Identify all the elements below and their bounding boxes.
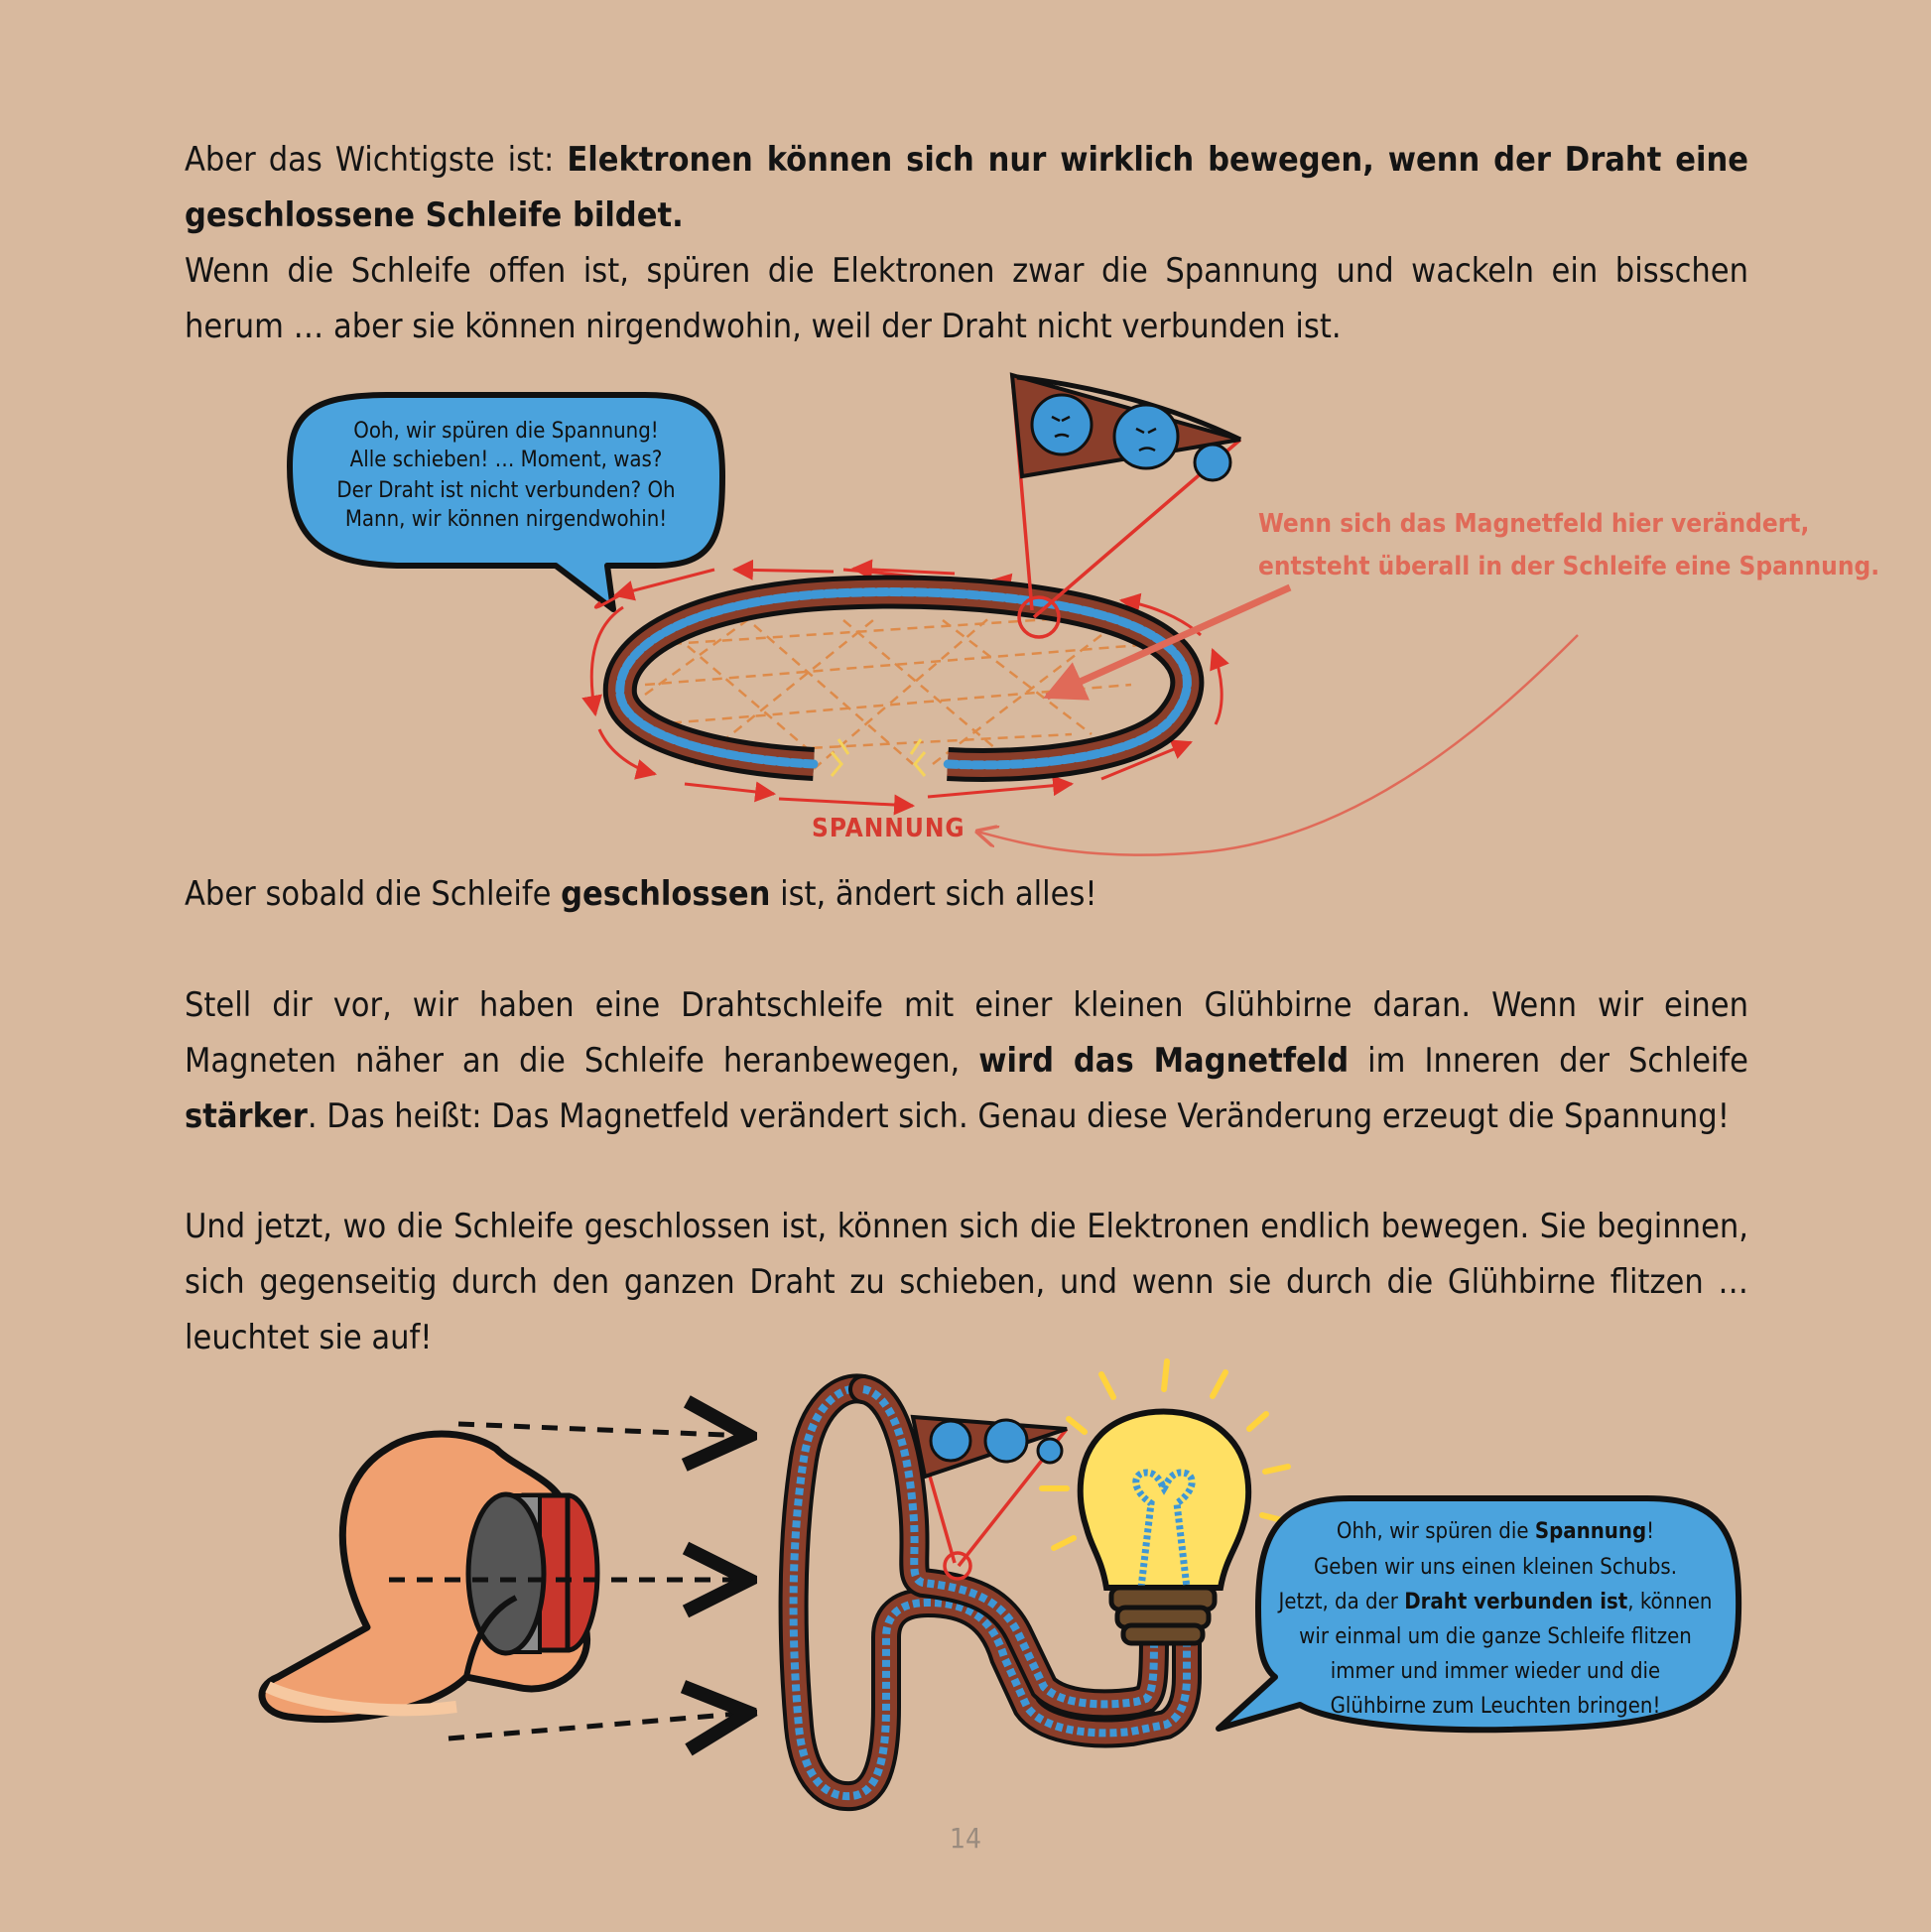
zoom-inset-electrons-closed (913, 1417, 1067, 1579)
paragraph-magnet-bold2: stärker (185, 1096, 308, 1136)
page-number: 14 (949, 1822, 982, 1855)
annotation-line-2: entsteht überall in der Schleife eine Spannung. (1258, 552, 1880, 581)
bubble-closed-line-1-pre: Ohh, wir spüren die (1336, 1519, 1535, 1544)
paragraph-magnet-part3: . Das heißt: Das Magnetfeld verändert sich. Genau diese Veränderung erzeugt die Spannung! (307, 1096, 1730, 1136)
electron-character (985, 1420, 1027, 1462)
speech-bubble-closed (1219, 1498, 1738, 1730)
bubble-closed-line-6: Glühbirne zum Leuchten bringen! (1330, 1694, 1661, 1719)
electron-character (931, 1421, 970, 1461)
paragraph-intro-bold: Elektronen können sich nur wirklich bewegen, wenn der Draht eine geschlossene Schleife bildet. (185, 140, 1748, 235)
bubble-closed-line-3-bold: Draht verbunden ist (1404, 1590, 1628, 1614)
paragraph-intro-text: Aber das Wichtigste ist: (185, 140, 568, 180)
bubble-closed-line-5: immer und immer wieder und die (1330, 1659, 1661, 1684)
bubble-line-3: Der Draht ist nicht verbunden? Oh (336, 478, 676, 503)
bubble-closed-line-1-post: ! (1646, 1519, 1655, 1544)
bubble-line-2: Alle schieben! … Moment, was? (349, 448, 663, 472)
bubble-closed-line-4: wir einmal um die ganze Schleife flitzen (1299, 1624, 1692, 1649)
bubble-closed-line-3-post: , können (1627, 1590, 1713, 1614)
paragraph-closed-after: ist, ändert sich alles! (770, 874, 1097, 914)
paragraph-closed-bold: geschlossen (561, 874, 771, 914)
paragraph-electrons-move-text: Und jetzt, wo die Schleife geschlossen ist, können sich die Elektronen endlich bewegen. Sie beginnen, sich gegenseitig durch den ganzen Draht zu schieben, und wenn sie durch die Glühbirne flitzen … leuchtet sie auf! (185, 1207, 1748, 1357)
paragraph-magnet-part2: im Inneren der Schleife (1349, 1041, 1749, 1081)
bubble-line-4: Mann, wir können nirgendwohin! (344, 507, 668, 532)
paragraph-open-loop: Wenn die Schleife offen ist, spüren die Elektronen zwar die Spannung und wackeln ein bisschen herum … aber sie können nirgendwohin, weil der Draht nicht verbunden ist. (185, 251, 1748, 346)
paragraph-magnet-part1: Stell dir vor, wir haben eine Drahtschleife mit einer kleinen Glühbirne daran. Wenn wir einen Magneten näher an die Schleife heranbewegen, (185, 985, 1748, 1081)
annotation-line-1: Wenn sich das Magnetfeld hier verändert, (1258, 509, 1810, 539)
hand-with-magnet (262, 1434, 597, 1720)
bubble-line-1: Ooh, wir spüren die Spannung! (353, 419, 659, 444)
paragraph-magnet-bold1: wird das Magnetfeld (978, 1041, 1350, 1081)
paragraph-closed-before: Aber sobald die Schleife (185, 874, 562, 914)
spannung-label: SPANNUNG (812, 814, 966, 843)
light-bulb (1042, 1361, 1288, 1643)
bubble-closed-line-1 (1337, 1519, 1654, 1544)
bubble-closed-line-1-bold: Spannung (1534, 1519, 1647, 1544)
bubble-closed-line-3 (1277, 1590, 1713, 1614)
bubble-closed-line-2: Geben wir uns einen kleinen Schubs. (1313, 1555, 1678, 1580)
bubble-closed-line-3-pre: Jetzt, da der (1278, 1590, 1405, 1614)
